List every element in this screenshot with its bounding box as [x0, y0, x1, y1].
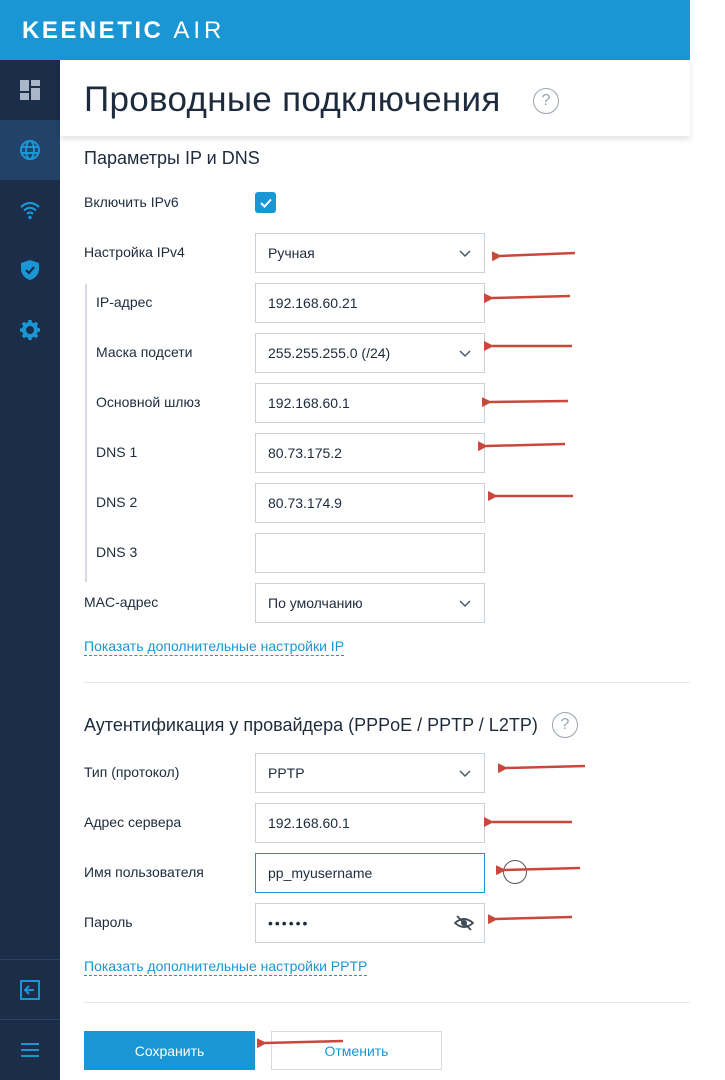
dns3-input[interactable] [255, 533, 485, 573]
password-input[interactable] [255, 903, 485, 943]
globe-icon [19, 139, 41, 161]
sidebar-item-security[interactable] [0, 240, 60, 300]
sidebar-item-menu[interactable] [0, 1020, 60, 1080]
gear-icon [19, 319, 41, 341]
mac-select[interactable] [255, 583, 485, 623]
dashboard-icon [19, 79, 41, 101]
username-label: Имя пользователя [84, 864, 204, 880]
chevron-down-icon [458, 766, 472, 780]
section-divider [84, 1002, 690, 1003]
chevron-down-icon [458, 246, 472, 260]
section-title-ip: Параметры IP и DNS [84, 148, 260, 168]
checkmark-icon [259, 196, 273, 210]
shield-icon [19, 259, 41, 281]
server-address-input[interactable] [255, 803, 485, 843]
help-icon[interactable]: ? [533, 88, 559, 114]
eye-off-icon[interactable] [454, 913, 474, 933]
username-input[interactable] [255, 853, 485, 893]
ip-label: IP-адрес [96, 294, 153, 310]
menu-icon [19, 1039, 41, 1061]
sidebar-item-dashboard[interactable] [0, 60, 60, 120]
protocol-select-value: PPTP [268, 765, 305, 781]
dns1-value: 80.73.175.2 [268, 445, 342, 461]
cancel-button[interactable]: Отменить [271, 1031, 442, 1070]
section-divider [84, 682, 690, 683]
main-content [60, 60, 690, 1080]
page-title: Проводные подключения [84, 80, 501, 119]
show-more-pptp-link[interactable]: Показать дополнительные настройки PPTP [84, 958, 368, 974]
show-more-ip-link[interactable]: Показать дополнительные настройки IP [84, 638, 345, 654]
sidebar-item-internet[interactable] [0, 120, 60, 180]
gateway-value: 192.168.60.1 [268, 395, 350, 411]
logout-icon [19, 979, 41, 1001]
username-value: pp_myusername [268, 865, 373, 881]
dns3-label: DNS 3 [96, 544, 138, 560]
save-button[interactable]: Сохранить [84, 1031, 255, 1070]
type-label: Тип (протокол) [84, 764, 180, 780]
gateway-input[interactable] [255, 383, 485, 423]
indent-guide [85, 284, 87, 582]
ipv4-label: Настройка IPv4 [84, 244, 185, 260]
dns2-label: DNS 2 [96, 494, 138, 510]
server-address-value: 192.168.60.1 [268, 815, 350, 831]
top-bar [0, 0, 690, 60]
mouse-cursor-indicator [503, 860, 527, 884]
ipv6-checkbox[interactable] [255, 192, 276, 213]
ipv6-label: Включить IPv6 [84, 194, 179, 210]
sidebar-item-wifi[interactable] [0, 180, 60, 240]
server-label: Адрес сервера [84, 814, 182, 830]
ipv4-select[interactable] [255, 233, 485, 273]
section-title-auth: Аутентификация у провайдера (PPPoE / PPTP / L2TP) [84, 715, 538, 735]
chevron-down-icon [458, 346, 472, 360]
help-icon[interactable]: ? [552, 712, 578, 738]
page-header [60, 60, 690, 136]
dns2-value: 80.73.174.9 [268, 495, 342, 511]
gateway-label: Основной шлюз [96, 394, 201, 410]
sidebar-item-settings[interactable] [0, 300, 60, 360]
dns1-label: DNS 1 [96, 444, 138, 460]
sidebar [0, 60, 60, 1080]
ip-address-input[interactable] [255, 283, 485, 323]
ipv4-select-value: Ручная [268, 245, 315, 261]
mask-label: Маска подсети [96, 344, 193, 360]
password-value: •••••• [268, 915, 310, 931]
mac-label: MAC-адрес [84, 594, 159, 610]
chevron-down-icon [458, 596, 472, 610]
brand-logo[interactable]: KEENETIC AIR [22, 17, 226, 44]
dns2-input[interactable] [255, 483, 485, 523]
sidebar-item-logout[interactable] [0, 960, 60, 1020]
protocol-select[interactable] [255, 753, 485, 793]
wifi-icon [19, 199, 41, 221]
ip-address-value: 192.168.60.21 [268, 295, 358, 311]
dns1-input[interactable] [255, 433, 485, 473]
subnet-mask-select[interactable] [255, 333, 485, 373]
password-label: Пароль [84, 914, 133, 930]
mac-select-value: По умолчанию [268, 595, 363, 611]
subnet-mask-value: 255.255.255.0 (/24) [268, 345, 391, 361]
